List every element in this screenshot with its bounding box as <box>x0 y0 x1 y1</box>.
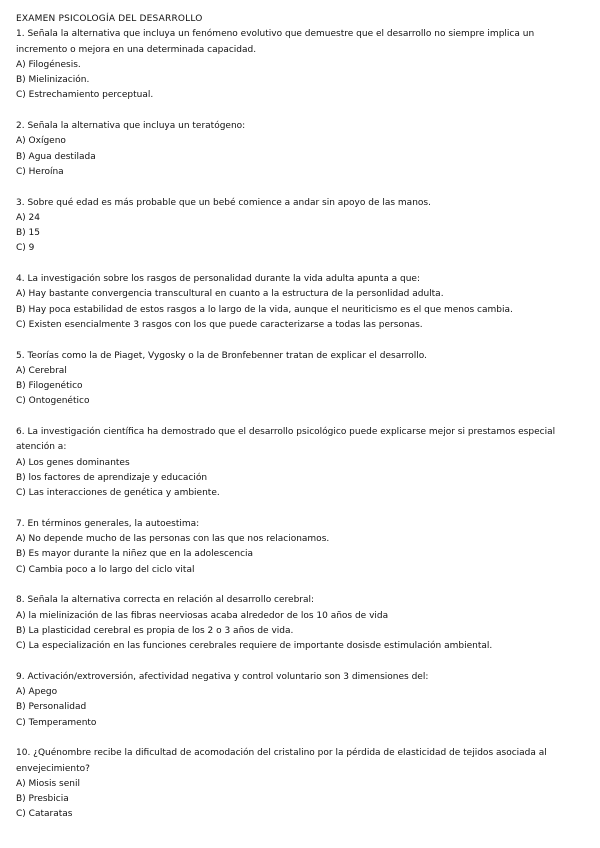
answer-option-a: A) Miosis senil <box>16 778 80 789</box>
question-list <box>16 27 584 822</box>
question-3 <box>16 196 584 257</box>
question-text: 9. Activación/extroversión, afectividad negativa y control voluntario son 3 dimensiones del: <box>16 671 429 682</box>
answer-option-c: C) Existen esencialmente 3 rasgos con los que puede caracterizarse a todas las personas. <box>16 319 423 330</box>
answer-option-c: C) Temperamento <box>16 717 97 728</box>
answer-option-b: B) Presbicia <box>16 794 69 805</box>
answer-option-a: A) Oxígeno <box>16 136 66 147</box>
answer-option-a: A) Hay bastante convergencia transcultural en cuanto a la estructura de la personlidad adulta. <box>16 289 444 300</box>
answer-options <box>16 777 584 823</box>
answer-option-b: B) Filogenético <box>16 381 83 392</box>
answer-options <box>16 532 584 578</box>
answer-option-c: C) Estrechamiento perceptual. <box>16 90 154 101</box>
answer-options <box>16 211 584 257</box>
question-text: 10. ¿Quénombre recibe la dificultad de acomodación del cristalino por la pérdida de elasticidad de tejidos asociada al envejecimiento? <box>16 748 547 774</box>
question-text: 6. La investigación científica ha demostrado que el desarrollo psicológico puede explicarse mejor si prestamos especial atención a: <box>16 427 556 453</box>
question-text: 3. Sobre qué edad es más probable que un bebé comience a andar sin apoyo de las manos. <box>16 197 431 208</box>
answer-options <box>16 364 584 410</box>
answer-option-b: B) Mielinización. <box>16 75 90 86</box>
answer-options <box>16 287 584 333</box>
answer-option-a: A) No depende mucho de las personas con las que nos relacionamos. <box>16 534 330 545</box>
exam-title: EXAMEN PSICOLOGÍA DEL DESARROLLO <box>16 14 203 24</box>
answer-option-b: B) La plasticidad cerebral es propia de los 2 o 3 años de vida. <box>16 625 294 636</box>
question-text: 2. Señala la alternativa que incluya un teratógeno: <box>16 121 246 132</box>
answer-option-a: A) Apego <box>16 687 58 698</box>
answer-option-c: C) Cataratas <box>16 809 73 820</box>
answer-option-c: C) 9 <box>16 243 35 254</box>
question-4 <box>16 272 584 333</box>
answer-option-b: B) Hay poca estabilidad de estos rasgos a lo largo de la vida, aunque el neuriticismo es el que menos cambia. <box>16 304 513 315</box>
answer-option-c: C) Cambia poco a lo largo del ciclo vital <box>16 564 195 575</box>
answer-option-a: A) la mielinización de las fibras neerviosas acaba alrededor de los 10 años de vida <box>16 610 389 621</box>
answer-options <box>16 456 584 502</box>
question-text: 8. Señala la alternativa correcta en relación al desarrollo cerebral: <box>16 595 315 606</box>
answer-option-b: B) los factores de aprendizaje y educación <box>16 472 208 483</box>
answer-option-c: C) Las interacciones de genética y ambiente. <box>16 488 220 499</box>
answer-options <box>16 609 584 655</box>
question-6 <box>16 425 584 501</box>
answer-option-a: A) Los genes dominantes <box>16 457 130 468</box>
question-text: 1. Señala la alternativa que incluya un fenómeno evolutivo que demuestre que el desarrollo no siempre implica un incremento o mejora en una determinada capacidad. <box>16 29 535 55</box>
question-text: 7. En términos generales, la autoestima: <box>16 518 200 529</box>
question-7 <box>16 517 584 578</box>
answer-option-b: B) Agua destilada <box>16 151 96 162</box>
answer-options <box>16 134 584 180</box>
answer-option-a: A) Cerebral <box>16 365 67 376</box>
answer-option-c: C) Ontogenético <box>16 396 90 407</box>
answer-options <box>16 685 584 731</box>
answer-option-b: B) 15 <box>16 228 40 239</box>
question-text: 4. La investigación sobre los rasgos de personalidad durante la vida adulta apunta a que: <box>16 274 420 285</box>
question-1 <box>16 27 584 103</box>
answer-option-a: A) Filogénesis. <box>16 59 81 70</box>
question-10 <box>16 746 584 822</box>
question-text: 5. Teorías como la de Piaget, Vygosky o la de Bronfebenner tratan de explicar el desarrollo. <box>16 350 427 361</box>
answer-option-c: C) La especialización en las funciones cerebrales requiere de importante dosisde estimulación ambiental. <box>16 641 493 652</box>
question-5 <box>16 349 584 410</box>
question-8 <box>16 593 584 654</box>
question-2 <box>16 119 584 180</box>
answer-option-a: A) 24 <box>16 212 40 223</box>
answer-option-b: B) Es mayor durante la niñez que en la adolescencia <box>16 549 254 560</box>
answer-options <box>16 58 584 104</box>
question-9 <box>16 670 584 731</box>
answer-option-b: B) Personalidad <box>16 702 87 713</box>
answer-option-c: C) Heroína <box>16 166 64 177</box>
